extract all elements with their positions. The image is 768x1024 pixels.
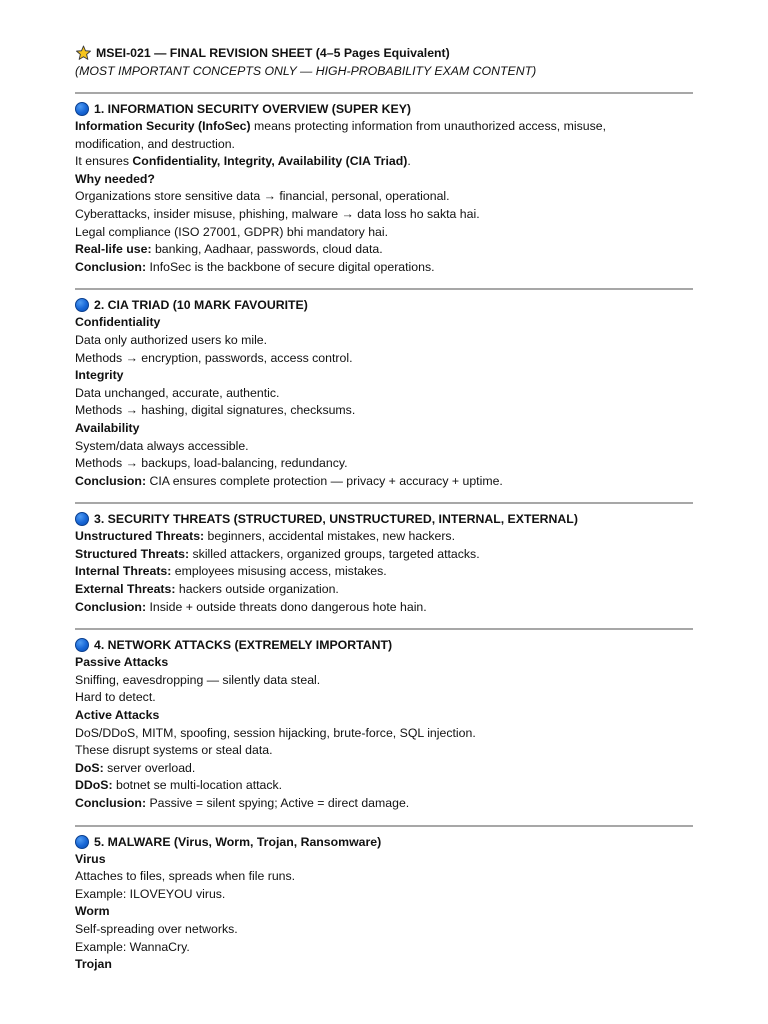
text-line	[75, 473, 693, 491]
blue-circle-icon	[75, 512, 89, 526]
text-line	[75, 581, 693, 599]
blue-circle-icon	[75, 835, 89, 849]
bold-text: Why needed?	[75, 171, 155, 186]
text-line	[75, 350, 693, 368]
body-text: Methods → hashing, digital signatures, checksums.	[75, 403, 356, 418]
body-text: skilled attackers, organized groups, targeted attacks.	[189, 546, 480, 561]
text-line	[75, 563, 693, 581]
text-line	[75, 118, 693, 136]
document-page	[75, 44, 693, 974]
body-text: Legal compliance (ISO 27001, GDPR) bhi mandatory hai.	[75, 224, 389, 239]
text-line	[75, 224, 693, 242]
bold-text: Passive Attacks	[75, 655, 169, 670]
bold-text: Confidentiality	[75, 315, 161, 330]
section-spacer	[75, 616, 693, 628]
body-text: InfoSec is the backbone of secure digital operations.	[146, 259, 435, 274]
text-line	[75, 599, 693, 617]
text-line	[75, 153, 693, 171]
body-text: Cyberattacks, insider misuse, phishing, malware → data loss ho sakta hai.	[75, 206, 480, 221]
bold-text: Active Attacks	[75, 708, 160, 723]
text-line	[75, 528, 693, 546]
body-text: Data unchanged, accurate, authentic.	[75, 385, 280, 400]
body-text: Inside + outside threats dono dangerous hote hain.	[146, 599, 427, 614]
body-text: Methods → backups, load-balancing, redundancy.	[75, 456, 348, 471]
bold-text: Conclusion:	[75, 796, 147, 810]
bold-text: Conclusion:	[75, 259, 147, 274]
text-line	[75, 742, 693, 760]
body-text: System/data always accessible.	[75, 438, 249, 453]
sections-container	[75, 80, 693, 974]
bold-text: External Threats:	[75, 582, 176, 597]
text-line	[75, 921, 693, 939]
text-line	[75, 956, 693, 974]
text-line	[75, 654, 693, 672]
text-line	[75, 546, 693, 564]
text-line	[75, 438, 693, 456]
body-text: Sniffing, eavesdropping — silently data steal.	[75, 672, 321, 687]
body-text: Example: WannaCry.	[75, 939, 190, 954]
bold-text: Unstructured Threats:	[75, 529, 205, 544]
section-heading	[75, 510, 693, 528]
body-text: Example: ILOVEYOU virus.	[75, 886, 226, 901]
body-text: DoS/DDoS, MITM, spoofing, session hijacking, brute-force, SQL injection.	[75, 725, 476, 740]
text-line	[75, 851, 693, 869]
body-text: Passive = silent spying; Active = direct damage.	[146, 796, 410, 810]
text-line	[75, 188, 693, 206]
text-line	[75, 868, 693, 886]
body-text: CIA ensures complete protection — privacy + accuracy + uptime.	[146, 473, 503, 488]
text-line	[75, 420, 693, 438]
text-line	[75, 259, 693, 277]
body-text: Methods → encryption, passwords, access control.	[75, 350, 353, 365]
text-line	[75, 939, 693, 957]
text-line	[75, 672, 693, 690]
section-heading-text: 3. SECURITY THREATS (STRUCTURED, UNSTRUCTURED, INTERNAL, EXTERNAL)	[94, 512, 578, 527]
body-text: employees misusing access, mistakes.	[171, 564, 387, 579]
body-text: hackers outside organization.	[175, 582, 339, 597]
body-text: .	[407, 154, 411, 169]
text-line	[75, 886, 693, 904]
bold-text: Virus	[75, 851, 106, 866]
bold-text: Internal Threats:	[75, 564, 172, 579]
section-heading-text: 2. CIA TRIAD (10 MARK FAVOURITE)	[94, 298, 308, 313]
body-text: means protecting information from unauthorized access, misuse,	[250, 119, 607, 133]
text-line	[75, 206, 693, 224]
bold-text: Conclusion:	[75, 599, 147, 614]
text-line	[75, 385, 693, 403]
body-text: These disrupt systems or steal data.	[75, 743, 273, 758]
section-heading-text: 5. MALWARE (Virus, Worm, Trojan, Ransomware)	[94, 834, 382, 849]
bold-text: DDoS:	[75, 778, 113, 793]
document-subtitle: (MOST IMPORTANT CONCEPTS ONLY — HIGH-PROBABILITY EXAM CONTENT)	[75, 64, 537, 78]
text-line	[75, 689, 693, 707]
body-text: banking, Aadhaar, passwords, cloud data.	[151, 242, 383, 257]
section-spacer	[75, 80, 693, 92]
section-heading	[75, 636, 693, 654]
text-line	[75, 241, 693, 259]
bold-text: Worm	[75, 904, 110, 919]
text-line	[75, 707, 693, 725]
bold-text: Availability	[75, 420, 140, 435]
text-line	[75, 795, 693, 813]
body-text: Data only authorized users ko mile.	[75, 332, 268, 347]
body-text: Attaches to files, spreads when file runs.	[75, 869, 296, 884]
blue-circle-icon	[75, 638, 89, 652]
body-text: Hard to detect.	[75, 690, 156, 705]
section-spacer	[75, 490, 693, 502]
text-line	[75, 136, 693, 154]
text-line	[75, 455, 693, 473]
title-text: MSEI-021 — FINAL REVISION SHEET (4–5 Pages Equivalent)	[96, 46, 450, 60]
text-line	[75, 760, 693, 778]
blue-circle-icon	[75, 298, 89, 312]
text-line	[75, 171, 693, 189]
bold-text: Real-life use:	[75, 242, 152, 257]
blue-circle-icon	[75, 102, 89, 116]
body-text: Self-spreading over networks.	[75, 921, 238, 936]
section-spacer	[75, 276, 693, 288]
section-spacer	[75, 813, 693, 825]
text-line	[75, 314, 693, 332]
document-title	[75, 44, 693, 62]
star-icon	[75, 45, 92, 61]
text-line	[75, 367, 693, 385]
bold-text: Conclusion:	[75, 473, 147, 488]
text-line	[75, 725, 693, 743]
text-line	[75, 332, 693, 350]
bold-text: Integrity	[75, 368, 124, 383]
section-heading	[75, 833, 693, 851]
body-text: It ensures	[75, 154, 133, 169]
bold-text: Structured Threats:	[75, 546, 190, 561]
section-heading-text: 1. INFORMATION SECURITY OVERVIEW (SUPER KEY)	[94, 102, 412, 116]
section-heading	[75, 100, 693, 118]
body-text: beginners, accidental mistakes, new hackers.	[204, 529, 455, 544]
section-heading-text: 4. NETWORK ATTACKS (EXTREMELY IMPORTANT)	[94, 638, 393, 653]
section-heading	[75, 296, 693, 314]
body-text: Organizations store sensitive data → financial, personal, operational.	[75, 189, 450, 204]
bold-text: Confidentiality, Integrity, Availability (CIA Triad)	[132, 154, 408, 169]
bold-text: DoS:	[75, 760, 104, 775]
text-line	[75, 402, 693, 420]
text-line	[75, 777, 693, 795]
text-line	[75, 903, 693, 921]
body-text: modification, and destruction.	[75, 136, 235, 151]
body-text: server overload.	[103, 760, 196, 775]
bold-text: Information Security (InfoSec)	[75, 119, 251, 133]
body-text: botnet se multi-location attack.	[112, 778, 283, 793]
bold-text: Trojan	[75, 957, 112, 972]
